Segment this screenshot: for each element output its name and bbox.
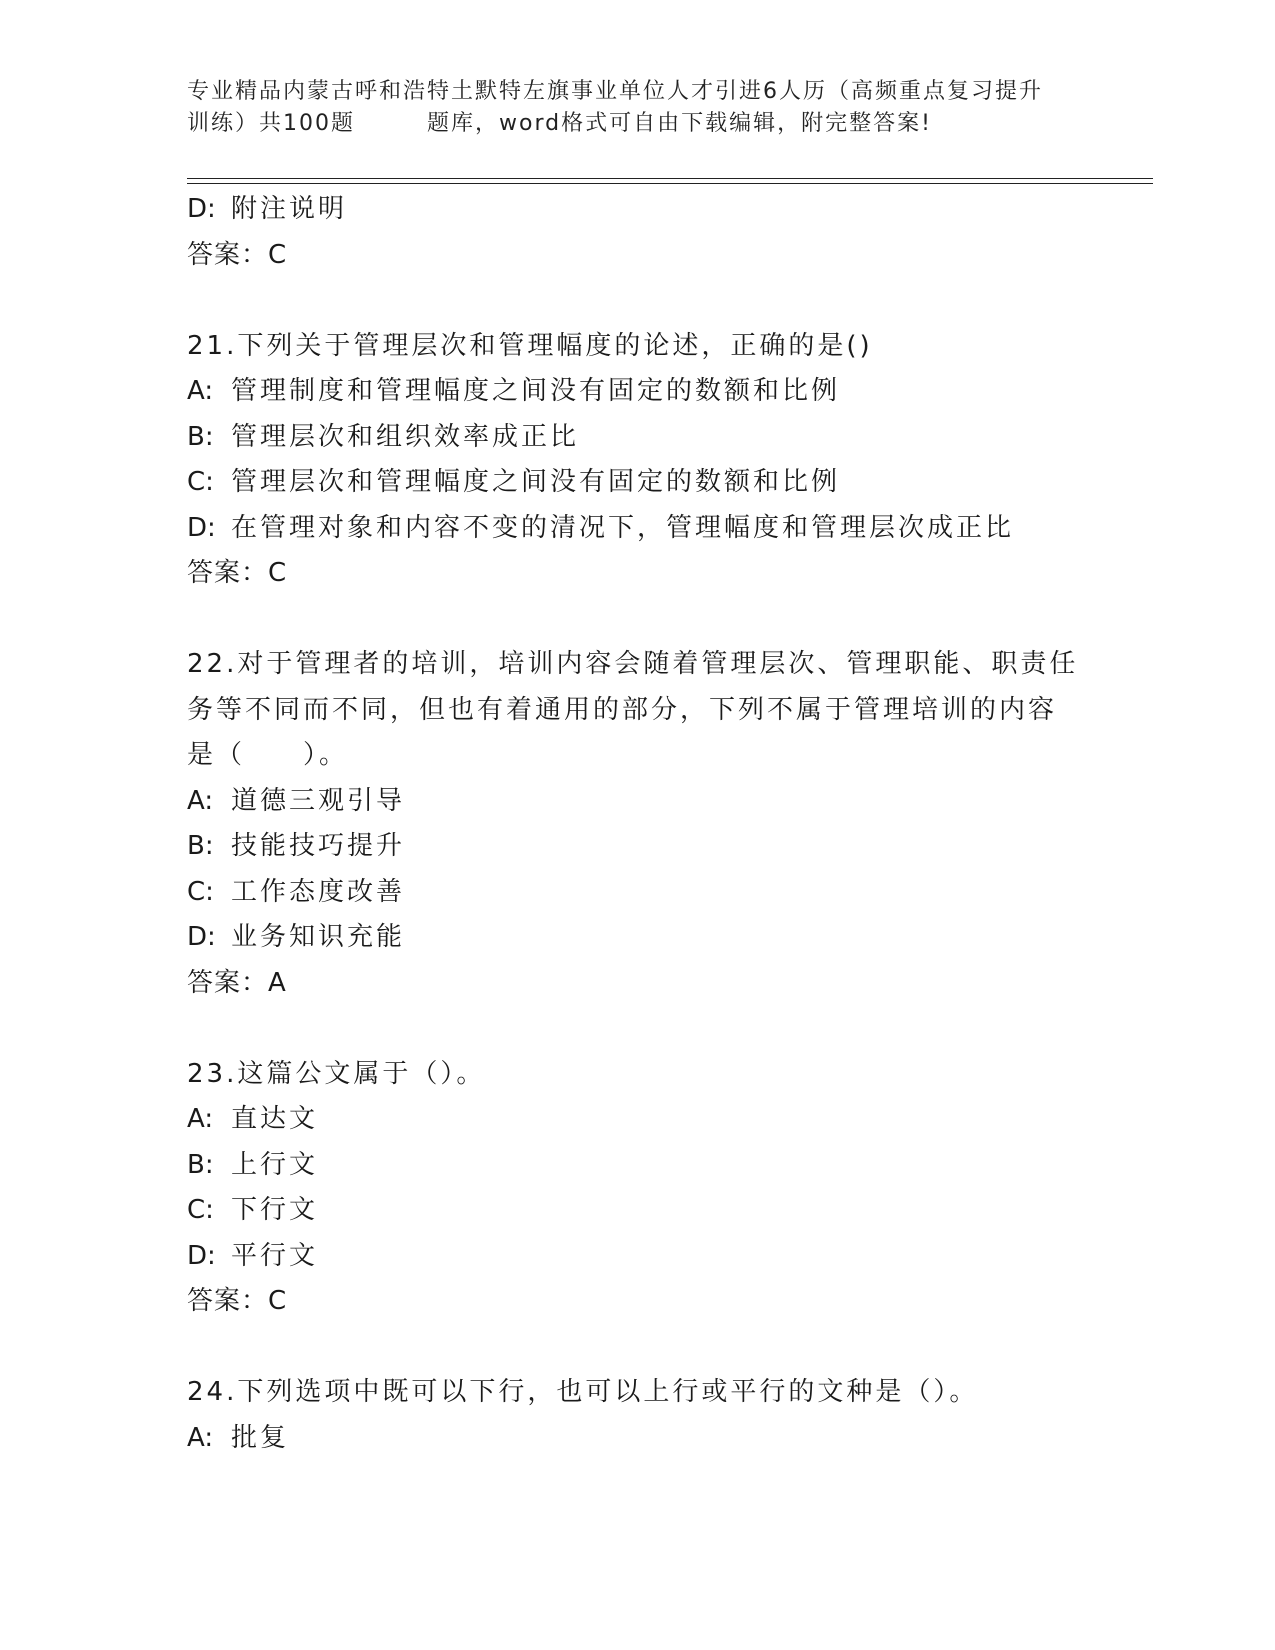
option-row [187,1234,1117,1280]
option-letter: A: [187,1104,214,1134]
option-row [187,460,1117,506]
question-stem: 22.对于管理者的培训，培训内容会随着管理层次、管理职能、职责任 [187,649,1079,679]
option-text: 技能技巧提升 [231,831,406,861]
option-row [187,1097,1117,1143]
option-row [187,915,1117,961]
option-text: 附注说明 [231,194,348,224]
option-row [187,506,1117,552]
option-row [187,369,1117,415]
option-row [187,824,1117,870]
document-header [187,76,1107,140]
option-row [187,779,1117,825]
option-text: 工作态度改善 [231,876,406,907]
header-divider-bottom [187,183,1153,184]
option-letter: C: [187,876,214,907]
option-letter: D: [187,922,216,952]
question-stem: 务等不同而不同，但也有着通用的部分，下列不属于管理培训的内容 [187,694,1058,725]
option-letter: D: [187,1240,216,1271]
option-row [187,187,1117,233]
question-stem: 是（ ）。 [187,740,349,770]
option-letter: A: [187,785,214,816]
option-text: 批复 [231,1422,290,1453]
answer-line: 答案：C [187,239,288,270]
question-stem: 21.下列关于管理层次和管理幅度的论述，正确的是() [187,330,873,361]
option-text: 直达文 [231,1104,319,1134]
option-letter: D: [187,512,216,543]
option-row [187,1143,1117,1189]
question-content [187,187,1117,1461]
header-divider-top [187,178,1153,179]
header-line-2-part-a: 训练）共100题 [187,111,355,136]
option-letter: B: [187,1149,214,1180]
option-letter: B: [187,421,214,452]
option-text: 下行文 [231,1195,319,1225]
option-letter: A: [187,1422,214,1453]
option-text: 业务知识充能 [231,922,406,952]
option-text: 管理制度和管理幅度之间没有固定的数额和比例 [231,376,841,406]
option-letter: C: [187,467,214,497]
option-row [187,1188,1117,1234]
header-line-2 [187,108,1107,140]
answer-line: 答案：A [187,967,287,998]
header-line-2-part-b: 题库，word格式可自由下载编辑，附完整答案! [427,111,932,136]
answer-line: 答案：C [187,1286,288,1316]
option-text: 在管理对象和内容不变的清况下，管理幅度和管理层次成正比 [231,512,1015,543]
header-line-1: 专业精品内蒙古呼和浩特土默特左旗事业单位人才引进6人历（高频重点复习提升 [187,79,1043,104]
option-text: 管理层次和管理幅度之间没有固定的数额和比例 [231,467,841,497]
option-text: 平行文 [231,1240,319,1271]
option-text: 上行文 [231,1149,319,1180]
option-text: 管理层次和组织效率成正比 [231,421,580,452]
answer-line: 答案：C [187,558,288,588]
option-letter: C: [187,1195,214,1225]
option-text: 道德三观引导 [231,785,406,816]
option-row [187,415,1117,461]
option-letter: B: [187,831,214,861]
option-row [187,870,1117,916]
option-row [187,1416,1117,1462]
question-stem: 23.这篇公文属于（）。 [187,1058,486,1089]
option-letter: D: [187,194,216,224]
option-letter: A: [187,376,214,406]
question-stem: 24.下列选项中既可以下行，也可以上行或平行的文种是（）。 [187,1377,979,1407]
